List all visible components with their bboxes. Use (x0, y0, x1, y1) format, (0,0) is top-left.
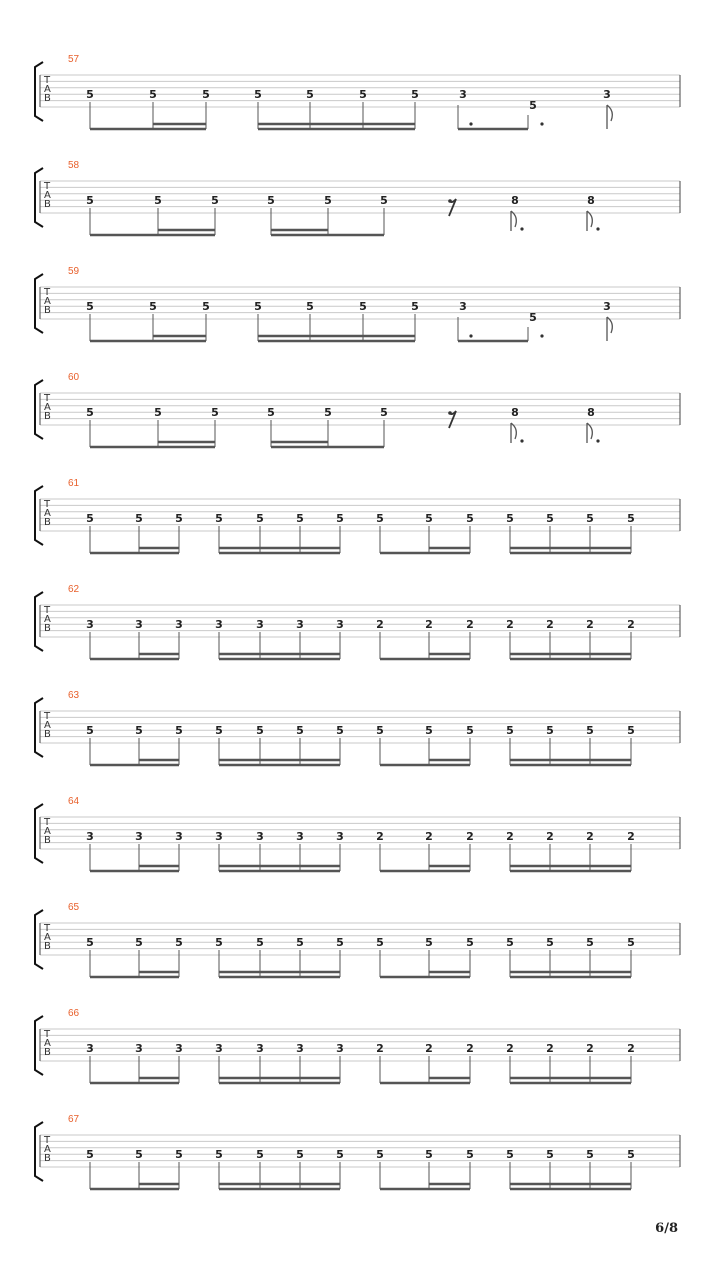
flagged-note (511, 423, 516, 443)
fret-number: 3 (256, 1042, 264, 1055)
fret-number: 5 (86, 724, 94, 737)
system-bracket (35, 1016, 43, 1075)
fret-number: 5 (306, 300, 314, 313)
fret-number: 5 (86, 300, 94, 313)
system-bracket (35, 1122, 43, 1181)
fret-number: 5 (546, 512, 554, 525)
tab-clef-letter: A (44, 402, 51, 413)
tab-clef-letter: A (44, 190, 51, 201)
tab-clef-letter: B (44, 623, 51, 634)
measure-number: 63 (68, 690, 80, 701)
fret-number: 3 (459, 300, 467, 313)
tab-clef-letter: T (44, 393, 51, 404)
fret-number: 5 (506, 936, 514, 949)
fret-number: 5 (154, 194, 162, 207)
fret-number: 8 (511, 194, 519, 207)
measure-number: 64 (68, 796, 80, 807)
fret-number: 5 (135, 1148, 143, 1161)
fret-number: 5 (586, 724, 594, 737)
fret-number: 5 (175, 1148, 183, 1161)
tab-clef-letter: A (44, 614, 51, 625)
fret-number: 3 (86, 830, 94, 843)
tab-clef-letter: B (44, 1153, 51, 1164)
fret-number: 5 (529, 99, 537, 112)
fret-number: 2 (466, 830, 474, 843)
fret-number: 5 (546, 1148, 554, 1161)
system-bracket (35, 486, 43, 545)
fret-number: 5 (336, 1148, 344, 1161)
fret-number: 5 (376, 936, 384, 949)
flagged-note (607, 105, 612, 129)
fret-number: 5 (86, 406, 94, 419)
fret-number: 5 (149, 88, 157, 101)
fret-number: 2 (546, 830, 554, 843)
fret-number: 3 (135, 830, 143, 843)
fret-number: 2 (425, 618, 433, 631)
fret-number: 2 (627, 1042, 635, 1055)
fret-number: 5 (529, 311, 537, 324)
fret-number: 5 (627, 936, 635, 949)
fret-number: 5 (256, 936, 264, 949)
fret-number: 2 (425, 1042, 433, 1055)
fret-number: 3 (215, 618, 223, 631)
tab-clef-letter: B (44, 305, 51, 316)
tab-clef-letter: T (44, 287, 51, 298)
fret-number: 2 (586, 1042, 594, 1055)
tab-clef-letter: A (44, 932, 51, 943)
fret-number: 2 (506, 830, 514, 843)
measure-number: 65 (68, 902, 80, 913)
fret-number: 5 (296, 724, 304, 737)
fret-number: 5 (627, 724, 635, 737)
fret-number: 5 (256, 1148, 264, 1161)
fret-number: 3 (215, 830, 223, 843)
fret-number: 8 (511, 406, 519, 419)
fret-number: 3 (296, 618, 304, 631)
fret-number: 5 (154, 406, 162, 419)
rest-dot (448, 411, 452, 415)
tab-clef-letter: B (44, 835, 51, 846)
fret-number: 3 (256, 830, 264, 843)
fret-number: 5 (506, 512, 514, 525)
fret-number: 5 (211, 194, 219, 207)
fret-number: 3 (135, 618, 143, 631)
tab-clef-letter: A (44, 508, 51, 519)
fret-number: 2 (546, 618, 554, 631)
fret-number: 5 (215, 936, 223, 949)
fret-number: 8 (587, 406, 595, 419)
fret-number: 5 (135, 724, 143, 737)
fret-number: 3 (296, 830, 304, 843)
tab-clef-letter: B (44, 729, 51, 740)
fret-number: 5 (324, 194, 332, 207)
fret-number: 5 (376, 512, 384, 525)
system-bracket (35, 910, 43, 969)
fret-number: 5 (211, 406, 219, 419)
fret-number: 5 (86, 88, 94, 101)
fret-number: 5 (86, 1148, 94, 1161)
fret-number: 5 (586, 936, 594, 949)
fret-number: 3 (215, 1042, 223, 1055)
dot (540, 334, 543, 337)
tab-clef-letter: A (44, 1038, 51, 1049)
fret-number: 5 (359, 300, 367, 313)
system-bracket (35, 62, 43, 121)
page-number: 6/8 (655, 1221, 678, 1236)
fret-number: 5 (202, 300, 210, 313)
fret-number: 2 (466, 1042, 474, 1055)
fret-number: 3 (296, 1042, 304, 1055)
dot (540, 122, 543, 125)
measure-number: 58 (68, 160, 80, 171)
fret-number: 5 (254, 300, 262, 313)
fret-number: 5 (425, 936, 433, 949)
fret-number: 2 (506, 618, 514, 631)
measure-number: 60 (68, 372, 80, 383)
fret-number: 5 (324, 406, 332, 419)
fret-number: 5 (175, 512, 183, 525)
tab-clef-letter: T (44, 923, 51, 934)
fret-number: 3 (86, 618, 94, 631)
fret-number: 3 (175, 830, 183, 843)
fret-number: 8 (587, 194, 595, 207)
fret-number: 2 (376, 618, 384, 631)
tab-clef-letter: T (44, 1135, 51, 1146)
fret-number: 2 (376, 830, 384, 843)
dot (596, 439, 599, 442)
fret-number: 3 (336, 618, 344, 631)
dot (596, 227, 599, 230)
tab-clef-letter: T (44, 75, 51, 86)
measure-number: 57 (68, 54, 80, 65)
fret-number: 5 (86, 512, 94, 525)
dot (520, 227, 523, 230)
fret-number: 5 (135, 512, 143, 525)
fret-number: 5 (425, 724, 433, 737)
fret-number: 2 (466, 618, 474, 631)
measure-number: 59 (68, 266, 80, 277)
fret-number: 5 (359, 88, 367, 101)
fret-number: 5 (376, 724, 384, 737)
system-bracket (35, 380, 43, 439)
tab-clef-letter: T (44, 605, 51, 616)
fret-number: 5 (215, 724, 223, 737)
fret-number: 5 (336, 936, 344, 949)
fret-number: 5 (466, 724, 474, 737)
fret-number: 2 (586, 618, 594, 631)
fret-number: 5 (546, 724, 554, 737)
system-bracket (35, 698, 43, 757)
tab-clef-letter: T (44, 181, 51, 192)
fret-number: 2 (546, 1042, 554, 1055)
fret-number: 5 (306, 88, 314, 101)
fret-number: 5 (175, 724, 183, 737)
fret-number: 5 (215, 512, 223, 525)
fret-number: 5 (411, 88, 419, 101)
fret-number: 5 (380, 406, 388, 419)
fret-number: 5 (296, 936, 304, 949)
fret-number: 5 (506, 724, 514, 737)
fret-number: 3 (603, 88, 611, 101)
fret-number: 5 (256, 724, 264, 737)
fret-number: 5 (586, 1148, 594, 1161)
fret-number: 2 (586, 830, 594, 843)
fret-number: 5 (376, 1148, 384, 1161)
fret-number: 3 (256, 618, 264, 631)
fret-number: 5 (466, 1148, 474, 1161)
flagged-note (607, 317, 612, 341)
tab-clef-letter: B (44, 411, 51, 422)
flagged-note (511, 211, 516, 231)
tab-clef-letter: B (44, 93, 51, 104)
system-bracket (35, 168, 43, 227)
tab-clef-letter: B (44, 517, 51, 528)
fret-number: 5 (267, 194, 275, 207)
fret-number: 5 (466, 936, 474, 949)
fret-number: 5 (175, 936, 183, 949)
fret-number: 5 (149, 300, 157, 313)
measure-number: 62 (68, 584, 80, 595)
tab-clef-letter: A (44, 720, 51, 731)
fret-number: 5 (546, 936, 554, 949)
tab-clef-letter: A (44, 84, 51, 95)
fret-number: 5 (336, 724, 344, 737)
tab-clef-letter: B (44, 199, 51, 210)
dot (469, 334, 472, 337)
tab-clef-letter: T (44, 817, 51, 828)
tab-clef-letter: A (44, 296, 51, 307)
fret-number: 5 (254, 88, 262, 101)
fret-number: 5 (627, 512, 635, 525)
fret-number: 5 (296, 1148, 304, 1161)
system-bracket (35, 804, 43, 863)
system-bracket (35, 274, 43, 333)
flagged-note (587, 211, 592, 231)
fret-number: 2 (506, 1042, 514, 1055)
tab-clef-letter: B (44, 1047, 51, 1058)
fret-number: 5 (336, 512, 344, 525)
fret-number: 5 (425, 512, 433, 525)
fret-number: 5 (380, 194, 388, 207)
fret-number: 5 (202, 88, 210, 101)
fret-number: 2 (425, 830, 433, 843)
dot (520, 439, 523, 442)
system-bracket (35, 592, 43, 651)
fret-number: 5 (425, 1148, 433, 1161)
rest-dot (448, 199, 452, 203)
measure-number: 67 (68, 1114, 80, 1125)
tab-clef-letter: A (44, 826, 51, 837)
fret-number: 5 (215, 1148, 223, 1161)
fret-number: 5 (86, 194, 94, 207)
measure-number: 66 (68, 1008, 80, 1019)
fret-number: 5 (466, 512, 474, 525)
fret-number: 3 (603, 300, 611, 313)
fret-number: 5 (411, 300, 419, 313)
fret-number: 3 (175, 1042, 183, 1055)
dot (469, 122, 472, 125)
fret-number: 3 (175, 618, 183, 631)
measure-number: 61 (68, 478, 80, 489)
flagged-note (587, 423, 592, 443)
fret-number: 3 (86, 1042, 94, 1055)
fret-number: 3 (135, 1042, 143, 1055)
tab-clef-letter: A (44, 1144, 51, 1155)
fret-number: 3 (459, 88, 467, 101)
fret-number: 2 (627, 618, 635, 631)
fret-number: 3 (336, 830, 344, 843)
tab-clef-letter: T (44, 1029, 51, 1040)
fret-number: 3 (336, 1042, 344, 1055)
fret-number: 5 (267, 406, 275, 419)
fret-number: 5 (506, 1148, 514, 1161)
fret-number: 5 (135, 936, 143, 949)
fret-number: 5 (256, 512, 264, 525)
fret-number: 5 (586, 512, 594, 525)
tab-clef-letter: T (44, 711, 51, 722)
fret-number: 5 (86, 936, 94, 949)
fret-number: 5 (296, 512, 304, 525)
tab-clef-letter: B (44, 941, 51, 952)
tab-clef-letter: T (44, 499, 51, 510)
fret-number: 2 (627, 830, 635, 843)
fret-number: 2 (376, 1042, 384, 1055)
fret-number: 5 (627, 1148, 635, 1161)
